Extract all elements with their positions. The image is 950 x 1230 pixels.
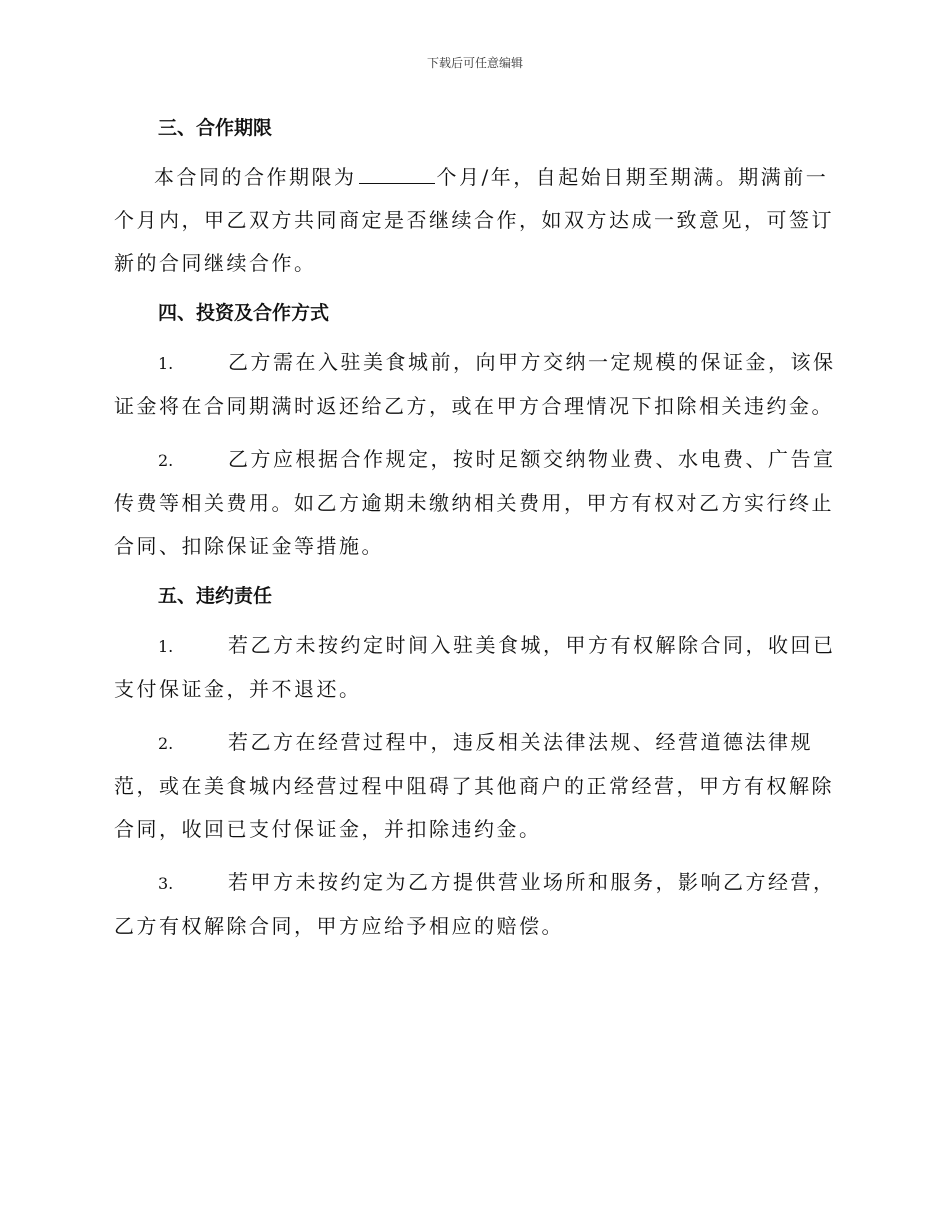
item-text: 若乙方在经营过程中，违反相关法律法规、经营道德法律规范，或在美食城内经营过程中阻碍了其他商户的正常经营，甲方有权解除合同，收回已支付保证金，并扣除违约金。: [114, 730, 834, 841]
cooperation-term-paragraph: [114, 156, 836, 285]
item-text: 乙方应根据合作规定，按时足额交纳物业费、水电费、广告宣传费等相关费用。如乙方逾期未缴纳相关费用，甲方有权对乙方实行终止合同、扣除保证金等措施。: [114, 447, 836, 558]
page-header: 下载后可任意编辑: [426, 56, 523, 70]
item-number: 1.: [158, 637, 174, 656]
section-heading-liability: 五、违约责任: [158, 585, 273, 607]
document-body: [114, 108, 836, 948]
liability-item-2: [114, 721, 836, 851]
section-heading-cooperation-term: 三、合作期限: [158, 117, 273, 139]
term-text-after: 个月/年，自起始日期至期满。期满前一个月内，甲乙双方共同商定是否继续合作，如双方达成一致意见，可签订新的合同继续合作。: [114, 165, 834, 275]
item-number: 3.: [158, 874, 174, 893]
term-blank-field: [359, 163, 435, 184]
liability-item-1: [114, 624, 836, 711]
investment-item-2: [114, 438, 836, 568]
item-number: 1.: [158, 354, 174, 373]
item-text: 若甲方未按约定为乙方提供营业场所和服务，影响乙方经营，乙方有权解除合同，甲方应给予相应的赔偿。: [114, 870, 836, 938]
item-number: 2.: [158, 734, 174, 753]
term-text-before: 本合同的合作期限为: [154, 165, 357, 189]
investment-item-1: [114, 341, 836, 428]
item-text: 若乙方未按约定时间入驻美食城，甲方有权解除合同，收回已支付保证金，并不退还。: [114, 633, 836, 701]
item-text: 乙方需在入驻美食城前，向甲方交纳一定规模的保证金，该保证金将在合同期满时返还给乙方，或在甲方合理情况下扣除相关违约金。: [114, 350, 836, 418]
liability-item-3: [114, 861, 836, 948]
section-heading-investment: 四、投资及合作方式: [158, 302, 330, 324]
item-number: 2.: [158, 451, 174, 470]
